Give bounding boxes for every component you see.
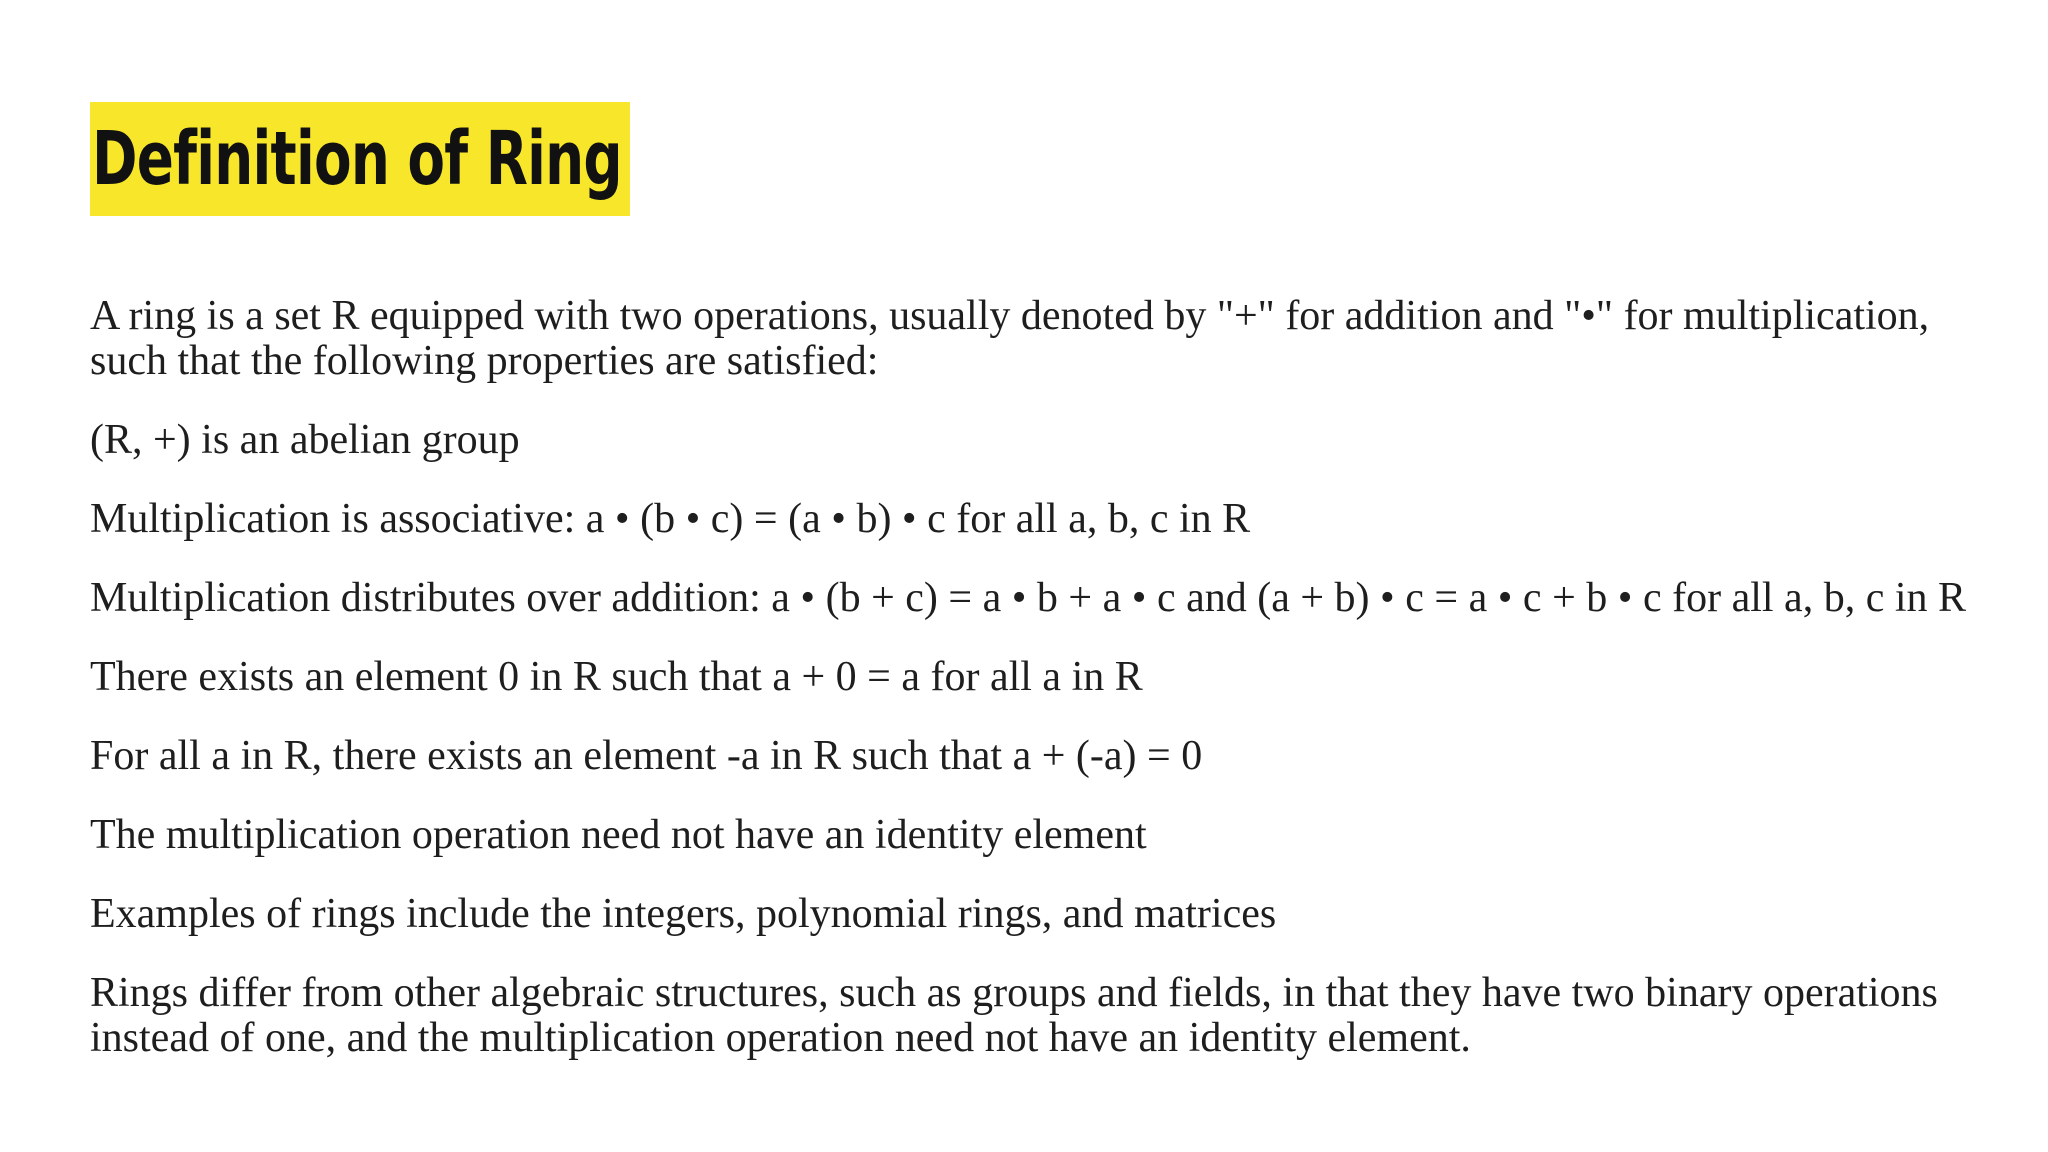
paragraph-intro: A ring is a set R equipped with two operations, usually denoted by "+" for addition and "•" for multiplication, such that the following properties are satisfied: xyxy=(90,293,1930,384)
slide-title: Definition of Ring xyxy=(92,116,622,202)
paragraph-examples: Examples of rings include the integers, polynomial rings, and matrices xyxy=(90,891,1277,937)
slide-body xyxy=(90,294,1970,1095)
paragraph-multiplicative-identity: The multiplication operation need not have an identity element xyxy=(90,812,1147,858)
paragraph-comparison: Rings differ from other algebraic structures, such as groups and fields, in that they have two binary operations instead of one, and the multiplication operation need not have an identity element. xyxy=(90,970,1938,1061)
title-highlight xyxy=(90,102,630,216)
paragraph-associative: Multiplication is associative: a • (b • c) = (a • b) • c for all a, b, c in R xyxy=(90,496,1251,542)
paragraph-additive-inverse: For all a in R, there exists an element -a in R such that a + (-a) = 0 xyxy=(90,733,1203,779)
paragraph-abelian-group: (R, +) is an abelian group xyxy=(90,417,520,463)
paragraph-distributive: Multiplication distributes over addition: a • (b + c) = a • b + a • c and (a + b) • c = a • c + b • c for all a, b, c in R xyxy=(90,575,1967,621)
paragraph-additive-identity: There exists an element 0 in R such that a + 0 = a for all a in R xyxy=(90,654,1143,700)
